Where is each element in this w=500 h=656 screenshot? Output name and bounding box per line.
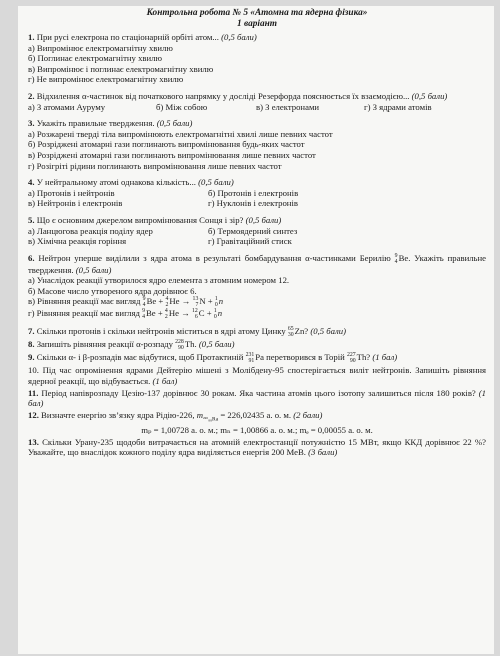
- question-8: [28, 339, 486, 351]
- question-text: Укажіть правильне твердження.: [36, 118, 155, 129]
- question-text: Запишіть рівняння реакції α-розпаду: [36, 339, 173, 350]
- nuclide-index: 65 30: [287, 326, 294, 339]
- question-points: (0,5 бали): [411, 90, 448, 101]
- mass-value: = 226,02435 а. о. м.: [220, 409, 292, 420]
- question-text: Визначте енергію зв’язку ядра Рідію-226,: [41, 409, 195, 420]
- answer-option: в) Рівняння реакції має вигляд 9 4 Be + 4 2 He → 13 7 N + 1 0 n: [28, 296, 224, 309]
- question-text: Скільки протонів і скільки нейтронів міститься в ядрі атому Цинку: [36, 326, 286, 337]
- question-1: [28, 32, 486, 85]
- answer-option: а) Розжарені тверді тіла випромінюють електромагнітні хвилі лише певних частот: [28, 128, 333, 139]
- mass-constants: mₚ = 1,00728 а. о. м.; mₙ = 1,00866 а. о. м.; mₑ = 0,00055 а. о. м.: [141, 425, 373, 436]
- answer-option: г) Не випромінює електромагнітну хвилю: [28, 74, 184, 85]
- question-5: [28, 215, 486, 247]
- nuclide-index: 228 90: [175, 339, 184, 352]
- question-text: перетворився в Торій: [266, 352, 345, 363]
- question-text: . Укажіть правильне твердження.: [28, 252, 487, 275]
- question-number: 1.: [28, 32, 35, 42]
- question-12: [28, 410, 486, 436]
- element-symbol: Th.: [184, 339, 197, 350]
- question-number: 10.: [28, 365, 39, 376]
- nuclide-index: 231 91: [245, 352, 255, 365]
- question-10: [28, 365, 486, 386]
- question-text: Що є основним джерелом випромінювання Сонця і зір?: [36, 214, 244, 225]
- question-points: (3 бали): [308, 447, 338, 458]
- nuclide-index: 9 4: [394, 252, 398, 265]
- question-number: 6.: [28, 252, 35, 263]
- question-text: У нейтральному атомі однакова кількість...: [36, 177, 196, 188]
- question-6: [28, 253, 486, 321]
- question-9: [28, 352, 486, 364]
- test-sheet: [18, 6, 494, 654]
- question-text: Нейтрон уперше виділили з ядра атома в результаті бомбардування α-частинками Берилію: [38, 252, 391, 263]
- question-4: [28, 177, 486, 209]
- question-points: (0,5 бали): [310, 326, 346, 337]
- question-points: (0,5 бали): [221, 32, 257, 42]
- answer-option: г) Розігріті рідини поглинають випромінювання лише певних частот: [28, 160, 282, 171]
- question-points: (0,5 бали): [245, 214, 282, 225]
- question-number: 2.: [28, 90, 35, 101]
- question-points: (2 бали): [293, 409, 323, 420]
- answer-option: а) Випромінює електромагнітну хвилю: [28, 42, 173, 53]
- answer-option: а) З атомами Ауруму: [28, 101, 106, 112]
- nuclide-index: 227 90: [346, 352, 356, 365]
- question-points: (1 бал): [372, 352, 398, 363]
- answer-option: в) Хімічна реакція горіння: [28, 236, 127, 247]
- question-points: (0,5 бали): [198, 339, 235, 350]
- mass-symbol: m: [196, 409, 203, 420]
- question-number: 7.: [28, 326, 35, 337]
- answer-option: а) Унаслідок реакції утворилося ядро елемента з атомним номером 12.: [28, 275, 290, 286]
- answer-option: б) Термоядерний синтез: [208, 225, 298, 236]
- answer-option: г) З ядрами атомів: [364, 101, 432, 112]
- question-number: 12.: [28, 409, 39, 420]
- question-number: 13.: [28, 436, 39, 447]
- answer-option: в) Нейтронів і електронів: [28, 198, 123, 209]
- answer-option: г) Рівняння реакції має вигляд 9 4 Be + 4 2 He → 12 6 C + 1 0 n: [28, 308, 223, 321]
- answer-option: г) Гравітаційний стиск: [208, 236, 292, 247]
- question-text: Період напіврозпаду Цезію-137 дорівнює 30 рокам. Яка частина атомів цього ізотопу залишиться після 180 років?: [41, 387, 476, 398]
- question-text: Під час опромінення ядрами Дейтерію мішені з Молібдену-95 спостерігається виліт нейтронів. Запишіть рівняння ядерної реакції, що відбувається.: [28, 365, 487, 387]
- question-text: Скільки Урану-235 щодоби витрачається на атомній електростанції потужністю 15 МВт, якщо ККД дорівнює 22 %? Уважайте, що внаслідок кожного поділу ядра виділяється енергія 200 МеВ.: [28, 436, 487, 458]
- answer-option: в) З електронами: [256, 101, 320, 112]
- answer-option: г) Нуклонів і електронів: [208, 198, 298, 209]
- element-symbol: Be: [398, 252, 409, 263]
- answer-option: а) Ланцюгова реакція поділу ядер: [28, 225, 153, 236]
- question-points: (1 бал): [152, 376, 178, 387]
- question-points: (0,5 бали): [156, 118, 193, 129]
- element-symbol: Pa: [255, 352, 264, 363]
- answer-option: б) Розріджені атомарні гази поглинають випромінювання будь-яких частот: [28, 139, 305, 150]
- question-11: [28, 388, 486, 409]
- question-number: 9.: [28, 352, 35, 363]
- element-symbol: Zn?: [294, 326, 309, 337]
- question-number: 8.: [28, 339, 35, 350]
- question-points: (1 бал): [28, 387, 486, 409]
- question-13: [28, 437, 486, 458]
- answer-option: в) Випромінює і поглинає електромагнітну хвилю: [28, 63, 214, 74]
- mass-subscript: ²²⁶₈₈Ra: [202, 416, 219, 423]
- question-number: 11.: [28, 387, 39, 398]
- page-title: Контрольна робота № 5 «Атомна та ядерна фізика»: [146, 8, 368, 18]
- answer-option: б) Поглинає електромагнітну хвилю: [28, 53, 162, 64]
- question-points: (0,5 бали): [75, 264, 112, 275]
- question-number: 4.: [28, 177, 35, 188]
- question-2: [28, 91, 486, 112]
- question-text: При русі електрона по стаціонарній орбіті атом...: [36, 32, 219, 42]
- variant-label: 1 варіант: [237, 19, 277, 29]
- question-3: [28, 118, 486, 171]
- answer-option: б) Масове число утвореного ядра дорівнює 6.: [28, 285, 197, 296]
- answer-option: в) Розріджені атомарні гази поглинають випромінювання лише певних частот: [28, 149, 316, 160]
- answer-option: б) Між собою: [156, 101, 208, 112]
- question-number: 5.: [28, 214, 35, 225]
- question-7: [28, 326, 486, 338]
- question-number: 3.: [28, 118, 35, 129]
- element-symbol: Th?: [356, 352, 371, 363]
- answer-option: а) Протонів і нейтронів: [28, 187, 115, 198]
- question-text: Скільки α- і β-розпадів має відбутися, щоб Протактиній: [36, 352, 244, 363]
- answer-option: б) Протонів і електронів: [208, 187, 299, 198]
- question-text: Відхилення α-частинок від початкового напрямку у досліді Резерфорда пояснюється їх взаємодією...: [36, 90, 410, 101]
- question-points: (0,5 бали): [198, 177, 234, 188]
